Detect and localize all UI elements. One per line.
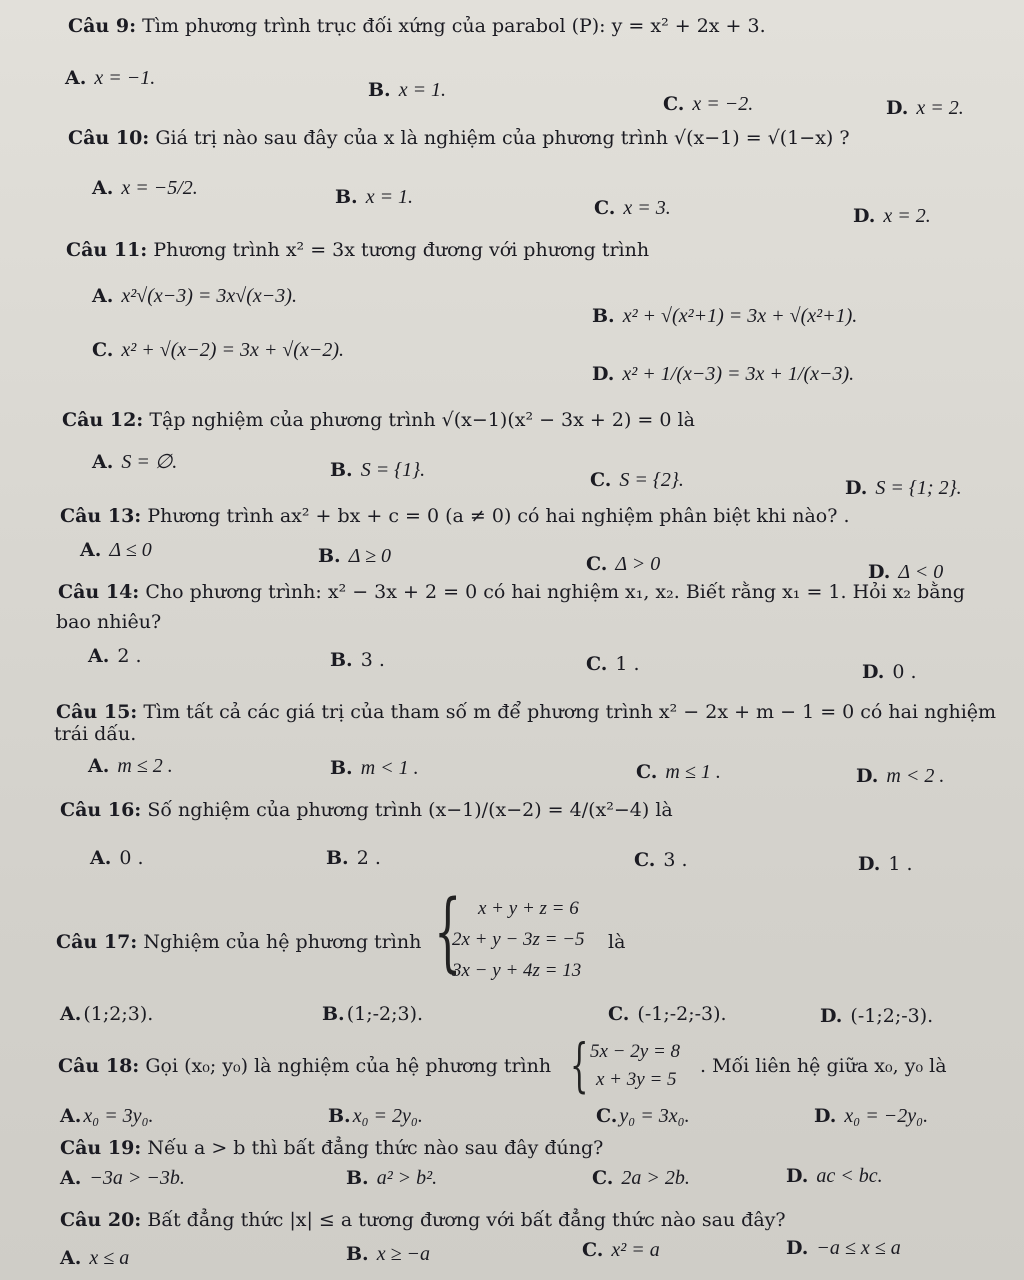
option-key: D. bbox=[853, 205, 876, 227]
system-equation: x + y + z = 6 bbox=[478, 898, 579, 919]
question-12-label: Câu 12: bbox=[62, 409, 144, 431]
question-14-stem bbox=[58, 580, 965, 604]
question-16-text: Số nghiệm của phương trình (x−1)/(x−2) = 4/(x²−4) là bbox=[147, 799, 673, 821]
option-text: 2 . bbox=[117, 645, 142, 667]
option-text: x² + 1/(x−3) = 3x + 1/(x−3). bbox=[622, 363, 855, 385]
q14-option-a[interactable] bbox=[88, 644, 142, 668]
option-key: B. bbox=[330, 649, 353, 671]
option-key: D. bbox=[820, 1005, 843, 1027]
system-brace-17: { bbox=[434, 882, 462, 982]
option-text: x = −1. bbox=[94, 67, 156, 89]
system-brace-18: { bbox=[570, 1031, 589, 1099]
question-12-stem bbox=[62, 408, 695, 432]
option-text: 3 . bbox=[663, 849, 688, 871]
q14-option-b[interactable] bbox=[330, 648, 385, 672]
option-text: 1 . bbox=[888, 853, 913, 875]
q15-option-c[interactable] bbox=[636, 760, 721, 784]
option-key: A. bbox=[90, 847, 112, 869]
option-key: B. bbox=[346, 1243, 369, 1265]
question-16-stem bbox=[60, 798, 673, 822]
q13-option-c[interactable] bbox=[586, 552, 660, 576]
q10-option-d[interactable] bbox=[853, 204, 931, 228]
q17-option-d[interactable] bbox=[820, 1004, 933, 1028]
option-text: x = 3. bbox=[623, 197, 671, 219]
option-key: C. bbox=[596, 1105, 618, 1127]
option-text: Δ ≤ 0 bbox=[109, 539, 152, 561]
option-text: m < 2 . bbox=[886, 765, 945, 787]
option-text: m ≤ 1 . bbox=[665, 761, 721, 783]
question-10-label: Câu 10: bbox=[68, 127, 150, 149]
question-14-text-line2: bao nhiêu? bbox=[56, 611, 162, 633]
question-18-text-after: . Mối liên hệ giữa x₀, y₀ là bbox=[700, 1055, 947, 1077]
option-key: C. bbox=[592, 1167, 614, 1189]
option-text: x² + √(x−2) = 3x + √(x−2). bbox=[121, 339, 344, 361]
option-text: Δ > 0 bbox=[615, 553, 661, 575]
option-key: A. bbox=[80, 539, 102, 561]
q10-option-b[interactable] bbox=[335, 185, 413, 209]
q18-option-b[interactable] bbox=[328, 1104, 423, 1128]
option-key: A. bbox=[65, 67, 87, 89]
option-text: 0 . bbox=[119, 847, 144, 869]
question-12-text: Tập nghiệm của phương trình √(x−1)(x² − 3x + 2) = 0 là bbox=[149, 409, 695, 431]
q17-option-c[interactable] bbox=[608, 1002, 727, 1026]
question-13-stem bbox=[60, 504, 850, 528]
question-18-label: Câu 18: bbox=[58, 1055, 140, 1077]
option-key: C. bbox=[582, 1239, 604, 1261]
option-key: B. bbox=[318, 545, 341, 567]
option-key: D. bbox=[592, 363, 615, 385]
option-text: 3 . bbox=[360, 649, 385, 671]
option-key: B. bbox=[368, 79, 391, 101]
question-19-stem bbox=[60, 1136, 603, 1160]
option-key: B. bbox=[330, 459, 353, 481]
option-key: B. bbox=[346, 1167, 369, 1189]
option-key: A. bbox=[92, 451, 114, 473]
q18-option-d[interactable] bbox=[814, 1104, 928, 1128]
q17-option-a[interactable] bbox=[60, 1002, 153, 1026]
option-key: A. bbox=[88, 645, 110, 667]
option-text: x₀ = 3y₀. bbox=[83, 1105, 154, 1127]
option-key: B. bbox=[330, 757, 353, 779]
option-text: x₀ = 2y₀. bbox=[352, 1105, 423, 1127]
question-13-text: Phương trình ax² + bx + c = 0 (a ≠ 0) có hai nghiệm phân biệt khi nào? . bbox=[147, 505, 850, 527]
question-9-text: Tìm phương trình trục đối xứng của parabol (P): y = x² + 2x + 3. bbox=[142, 15, 766, 37]
question-20-label: Câu 20: bbox=[60, 1209, 142, 1231]
question-11-stem bbox=[66, 238, 649, 262]
option-text: 0 . bbox=[892, 661, 917, 683]
q19-option-a[interactable] bbox=[60, 1166, 185, 1190]
q19-option-c[interactable] bbox=[592, 1166, 690, 1190]
q20-option-b[interactable] bbox=[346, 1242, 430, 1266]
option-key: C. bbox=[636, 761, 658, 783]
question-10-text: Giá trị nào sau đây của x là nghiệm của phương trình √(x−1) = √(1−x) ? bbox=[155, 127, 850, 149]
option-key: A. bbox=[92, 177, 114, 199]
option-text: x₀ = −2y₀. bbox=[844, 1105, 929, 1127]
option-key: D. bbox=[786, 1165, 809, 1187]
q11-option-d[interactable] bbox=[592, 362, 854, 386]
question-15-stem bbox=[56, 700, 996, 724]
option-text: S = {2}. bbox=[619, 469, 684, 491]
question-17-text: Nghiệm của hệ phương trình bbox=[143, 931, 422, 953]
q18-option-a[interactable] bbox=[60, 1104, 154, 1128]
option-text: x = 1. bbox=[365, 186, 414, 208]
option-key: D. bbox=[858, 853, 881, 875]
option-text: (1;2;3). bbox=[83, 1003, 154, 1025]
option-key: C. bbox=[608, 1003, 630, 1025]
option-key: A. bbox=[60, 1247, 82, 1269]
option-key: C. bbox=[586, 653, 608, 675]
option-text: x² = a bbox=[611, 1239, 660, 1261]
option-text: Δ ≥ 0 bbox=[348, 545, 392, 567]
question-15-label: Câu 15: bbox=[56, 701, 138, 723]
q9-option-c[interactable] bbox=[663, 92, 753, 116]
option-key: C. bbox=[92, 339, 114, 361]
question-18-stem bbox=[58, 1054, 551, 1078]
option-key: B. bbox=[328, 1105, 351, 1127]
system-equation: 5x − 2y = 8 bbox=[590, 1041, 681, 1062]
question-16-label: Câu 16: bbox=[60, 799, 142, 821]
system-equation: 2x + y − 3z = −5 bbox=[452, 929, 585, 950]
option-key: B. bbox=[322, 1003, 345, 1025]
option-text: x = −2. bbox=[692, 93, 754, 115]
q20-option-a[interactable] bbox=[60, 1246, 129, 1270]
q16-option-c[interactable] bbox=[634, 848, 688, 872]
option-key: B. bbox=[335, 186, 358, 208]
q9-option-b[interactable] bbox=[368, 78, 446, 102]
q10-option-c[interactable] bbox=[594, 196, 671, 220]
q11-option-c[interactable] bbox=[92, 338, 344, 362]
option-text: a² > b². bbox=[376, 1167, 438, 1189]
option-key: A. bbox=[60, 1105, 82, 1127]
option-text: x² + √(x²+1) = 3x + √(x²+1). bbox=[622, 305, 858, 327]
option-key: D. bbox=[845, 477, 868, 499]
option-key: C. bbox=[586, 553, 608, 575]
option-text: x = 2. bbox=[883, 205, 931, 227]
option-text: m < 1 . bbox=[360, 757, 419, 779]
option-key: B. bbox=[592, 305, 615, 327]
option-key: C. bbox=[594, 197, 616, 219]
system-equation: x + 3y = 5 bbox=[596, 1069, 677, 1090]
option-key: D. bbox=[868, 561, 891, 583]
option-text: (1;-2;3). bbox=[346, 1003, 424, 1025]
q15-option-a[interactable] bbox=[88, 754, 173, 778]
option-text: x = 1. bbox=[398, 79, 447, 101]
option-key: D. bbox=[814, 1105, 837, 1127]
question-19-text: Nếu a > b thì bất đẳng thức nào sau đây đúng? bbox=[147, 1137, 604, 1159]
option-text: 2a > 2b. bbox=[621, 1167, 690, 1189]
option-text: x = 2. bbox=[916, 97, 964, 119]
option-text: (-1;-2;-3). bbox=[637, 1003, 727, 1025]
option-text: x = −5/2. bbox=[121, 177, 198, 199]
q10-option-a[interactable] bbox=[92, 176, 198, 200]
q12-option-b[interactable] bbox=[330, 458, 425, 482]
q16-option-a[interactable] bbox=[90, 846, 144, 870]
question-17-label: Câu 17: bbox=[56, 931, 138, 953]
q19-option-d[interactable] bbox=[786, 1164, 883, 1188]
q16-option-b[interactable] bbox=[326, 846, 381, 870]
option-text: Δ < 0 bbox=[898, 561, 944, 583]
system-equation: 3x − y + 4z = 13 bbox=[452, 960, 582, 981]
option-text: x²√(x−3) = 3x√(x−3). bbox=[121, 285, 297, 307]
question-11-text: Phương trình x² = 3x tương đương với phương trình bbox=[153, 239, 650, 261]
option-text: x ≥ −a bbox=[376, 1243, 431, 1265]
q12-option-c[interactable] bbox=[590, 468, 684, 492]
question-9-stem bbox=[68, 14, 766, 38]
question-15-text-line2: trái dấu. bbox=[54, 723, 137, 745]
option-key: B. bbox=[326, 847, 349, 869]
question-11-label: Câu 11: bbox=[66, 239, 148, 261]
option-text: x ≤ a bbox=[89, 1247, 130, 1269]
q12-option-d[interactable] bbox=[845, 476, 962, 500]
option-key: A. bbox=[60, 1167, 82, 1189]
option-key: D. bbox=[886, 97, 909, 119]
question-14-text: Cho phương trình: x² − 3x + 2 = 0 có hai nghiệm x₁, x₂. Biết rằng x₁ = 1. Hỏi x₂ bằng bbox=[145, 581, 965, 603]
q20-option-d[interactable] bbox=[786, 1236, 901, 1260]
option-text: S = ∅. bbox=[121, 451, 178, 473]
q16-option-d[interactable] bbox=[858, 852, 913, 876]
question-20-text: Bất đẳng thức |x| ≤ a tương đương với bất đẳng thức nào sau đây? bbox=[147, 1209, 786, 1231]
question-14-label: Câu 14: bbox=[58, 581, 140, 603]
question-19-label: Câu 19: bbox=[60, 1137, 142, 1159]
option-text: 2 . bbox=[356, 847, 381, 869]
q9-option-d[interactable] bbox=[886, 96, 964, 120]
option-key: A. bbox=[60, 1003, 82, 1025]
option-text: m ≤ 2 . bbox=[117, 755, 173, 777]
option-key: D. bbox=[856, 765, 879, 787]
q18-option-c[interactable] bbox=[596, 1104, 690, 1128]
question-10-stem bbox=[68, 126, 850, 150]
question-20-stem bbox=[60, 1208, 786, 1232]
q9-option-a[interactable] bbox=[65, 66, 155, 90]
question-15-text: Tìm tất cả các giá trị của tham số m để phương trình x² − 2x + m − 1 = 0 có hai nghiệm bbox=[143, 701, 997, 723]
option-key: D. bbox=[786, 1237, 809, 1259]
q20-option-c[interactable] bbox=[582, 1238, 660, 1262]
option-text: −a ≤ x ≤ a bbox=[816, 1237, 901, 1259]
q14-option-d[interactable] bbox=[862, 660, 917, 684]
q11-option-a[interactable] bbox=[92, 284, 297, 308]
question-9-label: Câu 9: bbox=[68, 15, 137, 37]
question-17-stem bbox=[56, 930, 421, 954]
option-text: S = {1; 2}. bbox=[875, 477, 962, 499]
option-text: ac < bc. bbox=[816, 1165, 883, 1187]
q15-option-d[interactable] bbox=[856, 764, 944, 788]
option-key: C. bbox=[590, 469, 612, 491]
option-key: A. bbox=[88, 755, 110, 777]
q14-option-c[interactable] bbox=[586, 652, 640, 676]
question-17-system bbox=[452, 893, 585, 986]
option-key: A. bbox=[92, 285, 114, 307]
option-text: S = {1}. bbox=[360, 459, 426, 481]
q15-option-b[interactable] bbox=[330, 756, 419, 780]
option-key: C. bbox=[663, 93, 685, 115]
question-18-system bbox=[590, 1038, 680, 1094]
question-13-label: Câu 13: bbox=[60, 505, 142, 527]
question-18-text: Gọi (x₀; y₀) là nghiệm của hệ phương trình bbox=[145, 1055, 552, 1077]
q11-option-b[interactable] bbox=[592, 304, 857, 328]
question-17-text-after: là bbox=[608, 931, 626, 953]
option-key: C. bbox=[634, 849, 656, 871]
option-key: D. bbox=[862, 661, 885, 683]
option-text: y₀ = 3x₀. bbox=[619, 1105, 690, 1127]
option-text: (-1;2;-3). bbox=[850, 1005, 934, 1027]
q13-option-b[interactable] bbox=[318, 544, 391, 568]
option-text: 1 . bbox=[615, 653, 640, 675]
q12-option-a[interactable] bbox=[92, 450, 177, 474]
q17-option-b[interactable] bbox=[322, 1002, 423, 1026]
q13-option-a[interactable] bbox=[80, 538, 152, 562]
q19-option-b[interactable] bbox=[346, 1166, 437, 1190]
option-text: −3a > −3b. bbox=[89, 1167, 185, 1189]
